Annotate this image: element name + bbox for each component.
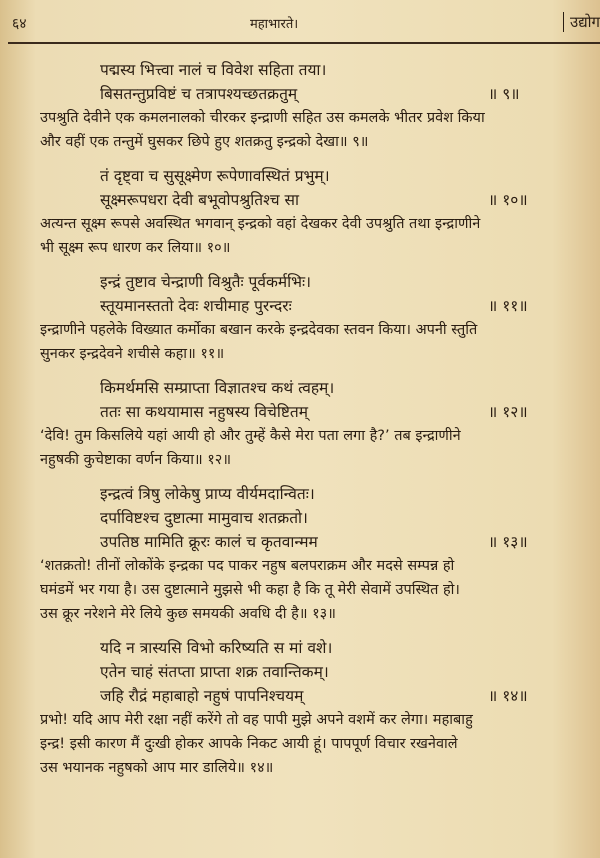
verse-number: ॥ ९॥ xyxy=(488,85,520,103)
verse-line xyxy=(0,684,600,708)
translation-line: सुनकर इन्द्रदेवने शचीसे कहा॥ ११॥ xyxy=(40,346,225,362)
verse-number: ॥ १४॥ xyxy=(488,687,528,705)
page-content xyxy=(0,58,600,790)
translation-line: इन्द्र! इसी कारण मैं दुःखी होकर आपके निकट आयी हूं। पापपूर्ण विचार रखनेवाले xyxy=(40,736,458,752)
verse-text: पद्मस्य भित्त्वा नालं च विवेश सहिता तया। xyxy=(100,61,327,79)
verse-text: स्तूयमानस्ततो देवः शचीमाह पुरन्दरः xyxy=(100,297,292,315)
verse-number: ॥ १२॥ xyxy=(488,403,528,421)
verse-text: इन्द्रं तुष्टाव चेन्द्राणी विश्रुतैः पूर्वकर्मभिः। xyxy=(100,273,312,291)
hindi-translation xyxy=(40,106,595,154)
verse-line xyxy=(0,636,600,660)
page-header xyxy=(0,6,600,46)
verse-line xyxy=(0,506,600,530)
verse-block xyxy=(0,376,600,472)
translation-line: ‘शतक्रतो! तीनों लोकोंके इन्द्रका पद पाकर नहुष बलपराक्रम और मदसे सम्पन्न हो xyxy=(40,558,455,574)
verse-text: जहि रौद्रं महाबाहो नहुषं पापनिश्चयम् xyxy=(100,687,304,705)
verse-text: एतेन चाहं संतप्ता प्राप्ता शक्र तवान्तिकम्। xyxy=(100,663,329,681)
translation-line: भी सूक्ष्म रूप धारण कर लिया॥ १०॥ xyxy=(40,240,231,256)
verse-block xyxy=(0,58,600,154)
translation-line: घमंडमें भर गया है। उस दुष्टात्माने मुझसे भी कहा है कि तू मेरी सेवामें उपस्थित हो। xyxy=(40,582,460,598)
translation-line: उस भयानक नहुषको आप मार डालिये॥ १४॥ xyxy=(40,760,274,776)
verse-line xyxy=(0,482,600,506)
translation-line: इन्द्राणीने पहलेके विख्यात कर्मोका बखान करके इन्द्रदेवका स्तवन किया। अपनी स्तुति xyxy=(40,322,478,338)
verse-line xyxy=(0,58,600,82)
verse-number: ॥ १३॥ xyxy=(488,533,528,551)
verse-number: ॥ १०॥ xyxy=(488,191,528,209)
verse-block xyxy=(0,270,600,366)
hindi-translation xyxy=(40,212,595,260)
header-rule xyxy=(8,42,600,44)
verse-text: यदि न त्रास्यसि विभो करिष्यति स मां वशे। xyxy=(100,639,333,657)
verse-block xyxy=(0,482,600,626)
page-number: ६४ xyxy=(12,16,27,32)
verse-line xyxy=(0,530,600,554)
verse-line xyxy=(0,660,600,684)
translation-line: प्रभो! यदि आप मेरी रक्षा नहीं करेंगे तो वह पापी मुझे अपने वशमें कर लेगा। महाबाहु xyxy=(40,712,473,728)
verse-line xyxy=(0,376,600,400)
translation-line: उस क्रूर नरेशने मेरे लिये कुछ समयकी अवधि दी है॥ १३॥ xyxy=(40,606,336,622)
verse-text: ततः सा कथयामास नहुषस्य विचेष्टितम् xyxy=(100,403,309,421)
hindi-translation xyxy=(40,708,595,780)
verse-line xyxy=(0,188,600,212)
verse-text: बिसतन्तुप्रविष्टं च तत्रापश्यच्छतक्रतुम् xyxy=(100,85,298,103)
verse-line xyxy=(0,294,600,318)
verse-block xyxy=(0,636,600,780)
verse-line xyxy=(0,270,600,294)
verse-text: उपतिष्ठ मामिति क्रूरः कालं च कृतवान्मम xyxy=(100,533,318,551)
verse-block xyxy=(0,164,600,260)
verse-line xyxy=(0,400,600,424)
verse-text: तं दृष्ट्वा च सुसूक्ष्मेण रूपेणावस्थितं प्रभुम्। xyxy=(100,167,330,185)
verse-line xyxy=(0,164,600,188)
translation-line: नहुषकी कुचेष्टाका वर्णन किया॥ १२॥ xyxy=(40,452,232,468)
verse-number: ॥ ११॥ xyxy=(488,297,528,315)
hindi-translation xyxy=(40,318,595,366)
translation-line: उपश्रुति देवीने एक कमलनालको चीरकर इन्द्राणी सहित उस कमलके भीतर प्रवेश किया xyxy=(40,110,485,126)
verse-text: किमर्थमसि सम्प्राप्ता विज्ञातश्च कथं त्वहम्। xyxy=(100,379,335,397)
verse-text: दर्पाविष्टश्च दुष्टात्मा मामुवाच शतक्रतो। xyxy=(100,509,308,527)
verse-text: इन्द्रत्वं त्रिषु लोकेषु प्राप्य वीर्यमदान्वितः। xyxy=(100,485,315,503)
hindi-translation xyxy=(40,554,595,626)
section-title: उद्योग xyxy=(563,12,600,32)
running-title: महाभारते। xyxy=(250,17,299,32)
translation-line: अत्यन्त सूक्ष्म रूपसे अवस्थित भगवान् इन्द्रको वहां देखकर देवी उपश्रुति तथा इन्द्राणीने xyxy=(40,216,481,232)
translation-line: और वहीं एक तन्तुमें घुसकर छिपे हुए शतक्रतु इन्द्रको देखा॥ ९॥ xyxy=(40,134,369,150)
hindi-translation xyxy=(40,424,595,472)
verse-text: सूक्ष्मरूपधरा देवी बभूवोपश्रुतिश्च सा xyxy=(100,191,299,209)
translation-line: ‘देवि! तुम किसलिये यहां आयी हो और तुम्हें कैसे मेरा पता लगा है?’ तब इन्द्राणीने xyxy=(40,428,461,444)
verse-line xyxy=(0,82,600,106)
